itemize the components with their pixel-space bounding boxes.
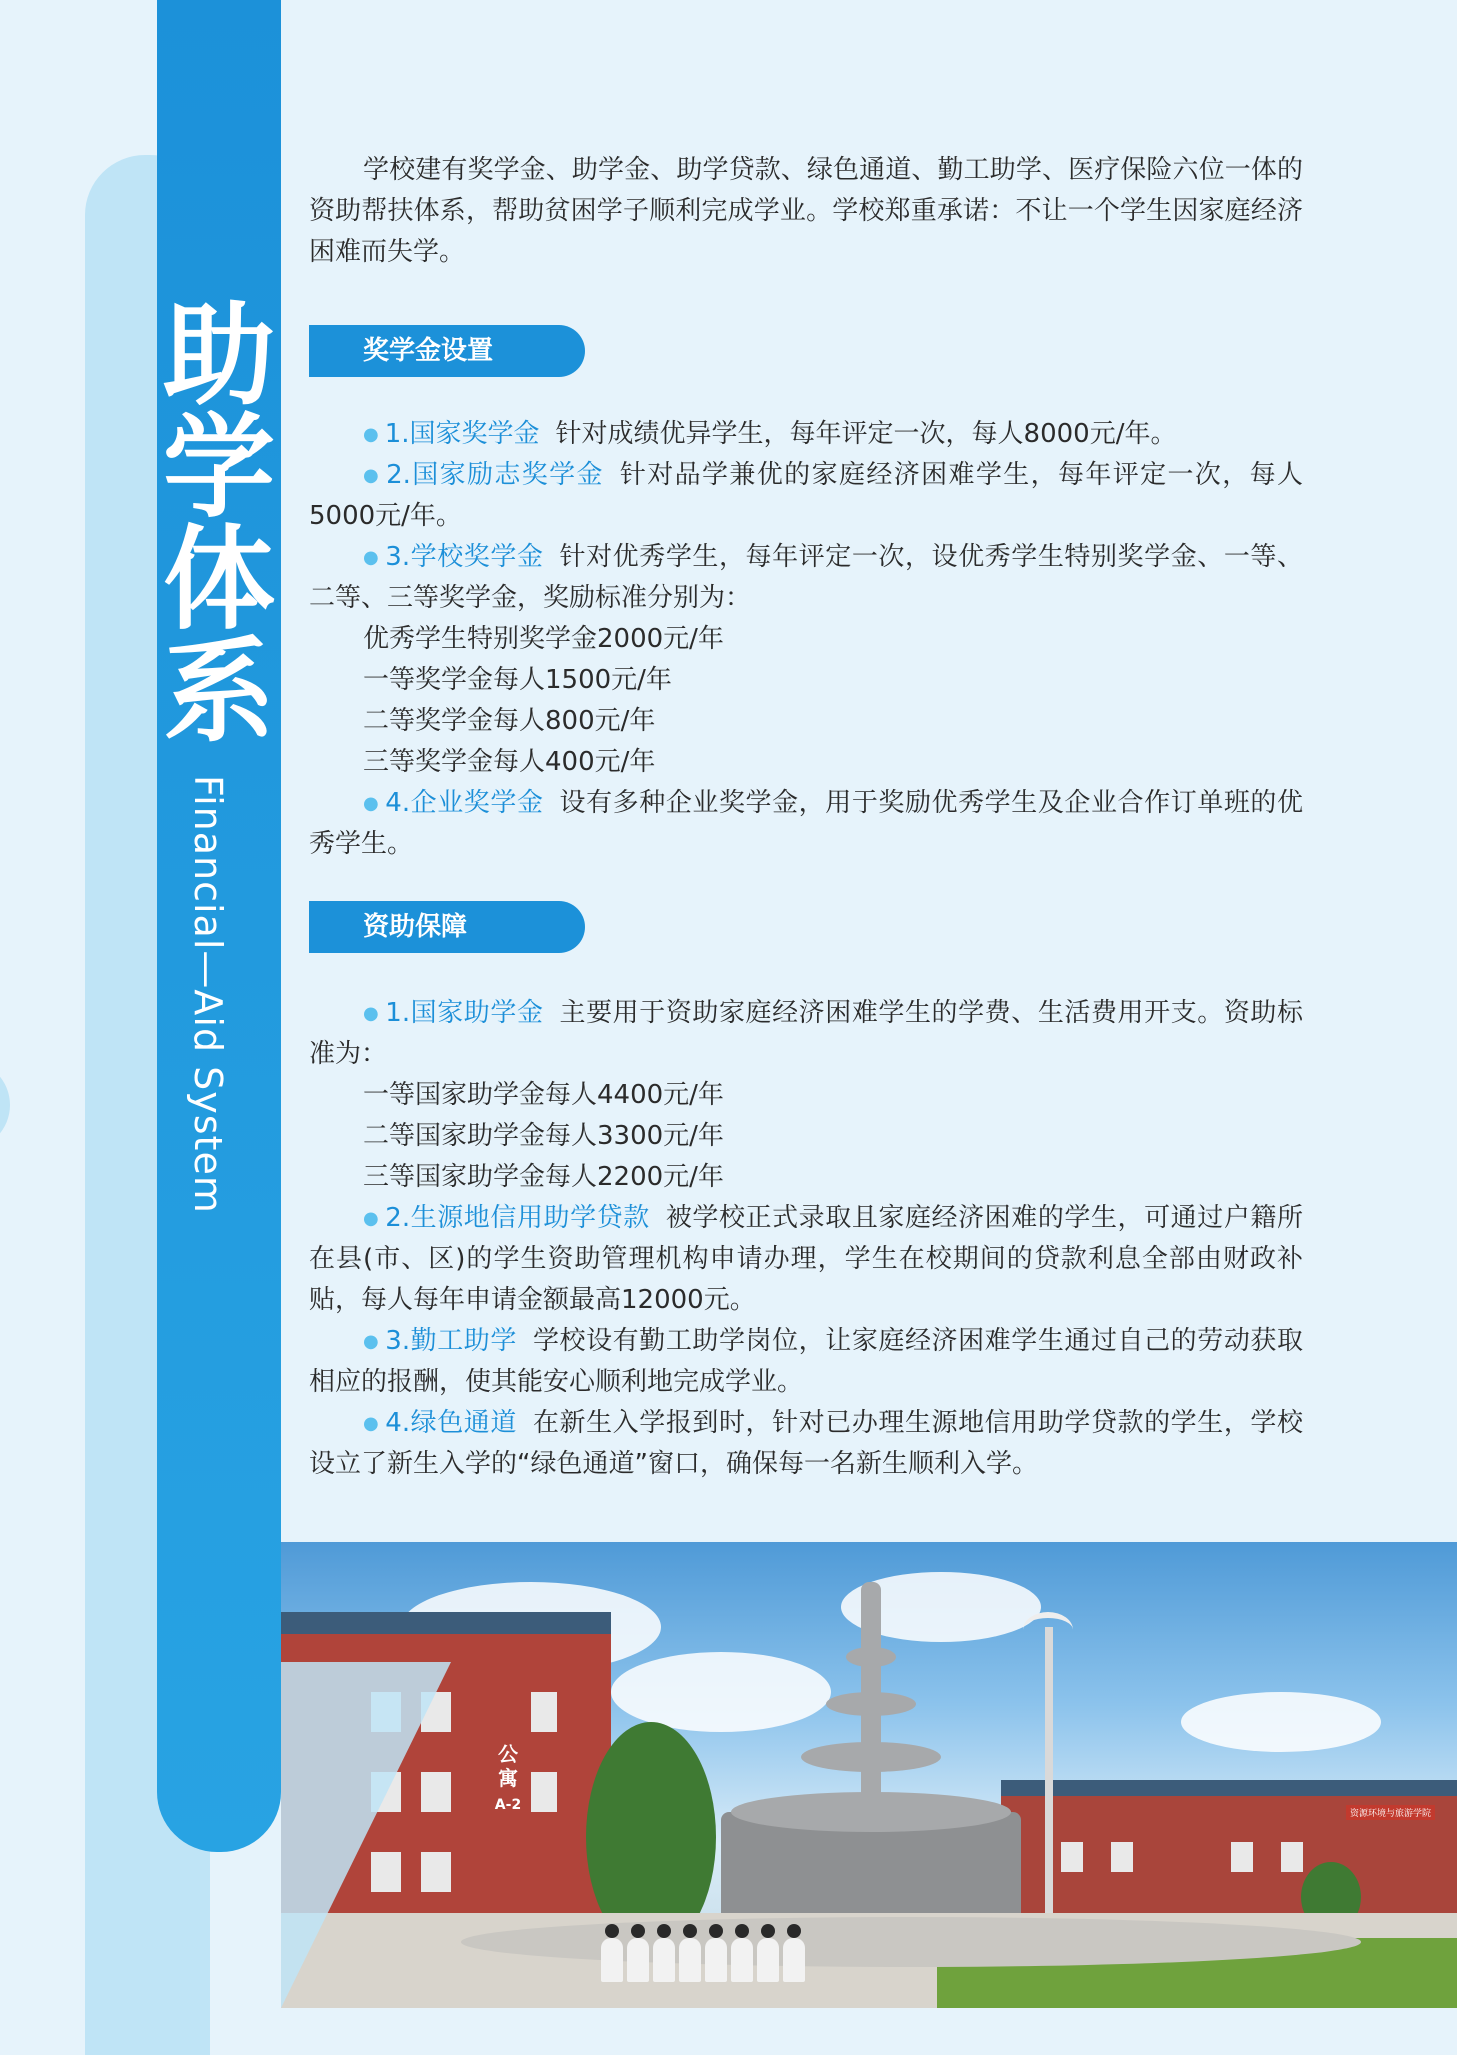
bullet-icon: ●: [363, 1413, 380, 1434]
window: [1111, 1842, 1133, 1872]
item-text: 学校设有勤工助学岗位，让家庭经济困难学生通过自己的劳动获取相应的报酬，使其能安心顺利地完成学业。: [309, 1326, 1303, 1397]
dormitory-roof: [281, 1612, 611, 1634]
scholarship-item: [309, 537, 1303, 619]
intro-paragraph: 学校建有奖学金、助学金、助学贷款、绿色通道、勤工助学、医疗保险六位一体的资助帮扶体系，帮助贫困学子顺利完成学业。学校郑重承诺：不让一个学生因家庭经济困难而失学。: [309, 155, 1303, 267]
plaza-ring: [461, 1917, 1361, 1967]
hall-sign: 资源环境与旅游学院: [1346, 1805, 1435, 1820]
bullet-icon: ●: [363, 793, 380, 814]
scholarship-item: [309, 783, 1303, 865]
building-sign-text: 公寓: [498, 1742, 518, 1790]
window: [531, 1692, 557, 1732]
bullet-icon: ●: [363, 424, 379, 445]
window: [531, 1772, 557, 1812]
item-label: 3.学校奖学金: [385, 542, 544, 572]
student: [783, 1938, 805, 1982]
student: [653, 1938, 675, 1982]
sub-standard: 二等国家助学金每人3300元/年: [363, 1121, 724, 1151]
item-text: 在新生入学报到时，针对已办理生源地信用助学贷款的学生，学校设立了新生入学的“绿色通道”窗口，确保每一名新生顺利入学。: [309, 1408, 1303, 1479]
sub-standard: 三等奖学金每人400元/年: [363, 747, 656, 777]
aid-item: [309, 1198, 1303, 1321]
window: [1061, 1842, 1083, 1872]
bullet-icon: ●: [363, 1208, 380, 1229]
sub-standard: 三等国家助学金每人2200元/年: [363, 1162, 724, 1192]
bullet-icon: ●: [363, 1003, 380, 1024]
item-text: 主要用于资助家庭经济困难学生的学费、生活费用开支。资助标准为：: [309, 998, 1303, 1069]
item-label: 2.国家励志奖学金: [386, 460, 604, 490]
cloud: [1181, 1692, 1381, 1752]
student: [627, 1938, 649, 1982]
item-label: 1.国家助学金: [385, 998, 544, 1028]
campus-photo: [281, 1542, 1457, 2008]
item-label: 4.绿色通道: [385, 1408, 517, 1438]
bullet-icon: ●: [363, 1331, 380, 1352]
student: [731, 1938, 753, 1982]
sub-standard: 二等奖学金每人800元/年: [363, 706, 656, 736]
title-char: 助: [163, 291, 275, 421]
section-header-scholarship: 奖学金设置: [309, 325, 585, 377]
student: [757, 1938, 779, 1982]
item-label: 2.生源地信用助学贷款: [385, 1203, 650, 1233]
item-label: 4.企业奖学金: [385, 788, 544, 818]
window: [1231, 1842, 1253, 1872]
item-text: 设有多种企业奖学金，用于奖励优秀学生及企业合作订单班的优秀学生。: [309, 788, 1303, 859]
decorative-wedge: [281, 1662, 451, 2008]
bullet-icon: ●: [363, 465, 381, 486]
scholarship-item: [309, 455, 1303, 537]
item-text: 被学校正式录取且家庭经济困难的学生，可通过户籍所在县(市、区)的学生资助管理机构申请办理，学生在校期间的贷款利息全部由财政补贴，每人每年申请金额最高12000元。: [309, 1203, 1303, 1315]
student: [705, 1938, 727, 1982]
hall-roof: [1001, 1780, 1457, 1796]
lamp-head: [1023, 1612, 1073, 1648]
title-char: 系: [163, 627, 275, 757]
sub-standard: 一等国家助学金每人4400元/年: [363, 1080, 724, 1110]
page-title-english: Financial—Aid System: [186, 775, 230, 1214]
item-text: 针对优秀学生，每年评定一次，设优秀学生特别奖学金、一等、二等、三等奖学金，奖励标准分别为：: [309, 542, 1303, 613]
sub-standard: 优秀学生特别奖学金2000元/年: [363, 624, 724, 654]
decorative-half-circle: [0, 1060, 10, 1150]
lamp-post: [1045, 1627, 1053, 1947]
aid-item: [309, 1403, 1303, 1485]
item-label: 3.勤工助学: [385, 1326, 517, 1356]
title-char: 体: [163, 515, 275, 645]
aid-item: [309, 1321, 1303, 1403]
main-content: [309, 150, 1303, 1485]
scholarship-item: [309, 414, 1303, 455]
student: [679, 1938, 701, 1982]
fountain-column: [861, 1582, 881, 1822]
sub-standard: 一等奖学金每人1500元/年: [363, 665, 672, 695]
section-header-aid: 资助保障: [309, 901, 585, 953]
students-group: [601, 1932, 811, 1982]
building-code: A-2: [494, 1797, 522, 1813]
window: [1281, 1842, 1303, 1872]
building-sign: [491, 1742, 525, 1817]
page-title: [157, 291, 281, 757]
item-label: 1.国家奖学金: [384, 419, 540, 449]
aid-item: [309, 993, 1303, 1075]
item-text: 针对品学兼优的家庭经济困难学生，每年评定一次，每人5000元/年。: [309, 460, 1303, 531]
cloud: [611, 1652, 831, 1732]
student: [601, 1938, 623, 1982]
item-text: 针对成绩优异学生，每年评定一次，每人8000元/年。: [555, 419, 1177, 449]
bullet-icon: ●: [363, 547, 380, 568]
title-char: 学: [163, 403, 275, 533]
